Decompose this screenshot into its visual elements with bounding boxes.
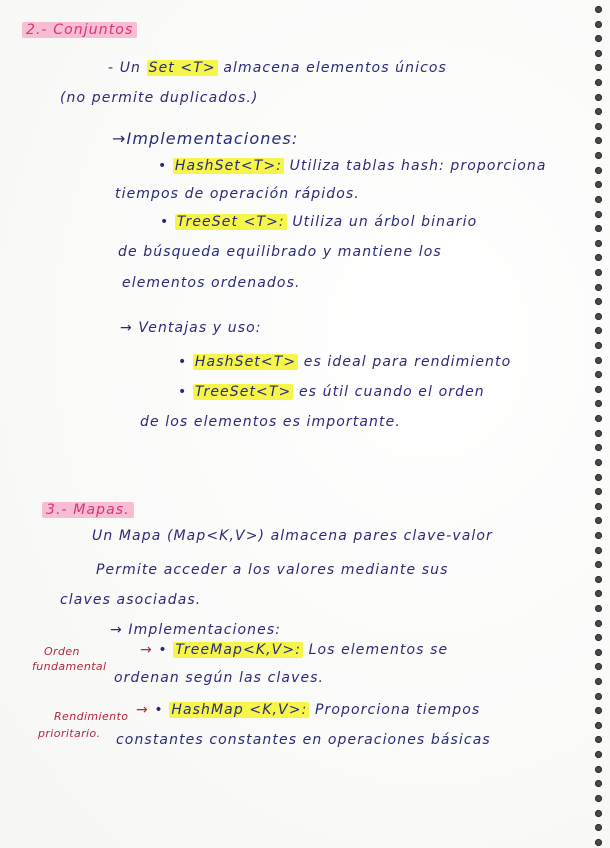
binding-hole <box>595 751 602 758</box>
binding-hole <box>595 605 602 612</box>
treeset-adv-highlight: TreeSet<T> <box>194 384 292 400</box>
binding-hole <box>595 357 602 364</box>
map-line-1: Un Mapa (Map<K,V>) almacena pares clave-valor <box>92 528 493 544</box>
binding-hole <box>595 386 602 393</box>
binding-hole <box>595 707 602 714</box>
binding-hole <box>595 517 602 524</box>
binding-hole <box>595 824 602 831</box>
hashmap-line-1: → • HashMap <K,V>: Proporciona tiempos <box>136 702 481 718</box>
note-orden: Orden <box>44 645 80 658</box>
treeset-line-1: • TreeSet <T>: Utiliza un árbol binario <box>160 214 478 230</box>
binding-hole <box>595 327 602 334</box>
binding-hole <box>595 444 602 451</box>
hashset-highlight: HashSet<T>: <box>174 158 283 174</box>
binding-hole <box>595 284 602 291</box>
set-intro-line-2: (no permite duplicados.) <box>60 90 259 106</box>
hashmap-line-2: constantes constantes en operaciones básicas <box>116 732 491 748</box>
implementations-heading: →Implementaciones: <box>112 129 299 148</box>
binding-hole <box>595 810 602 817</box>
advantages-heading: → Ventajas y uso: <box>120 320 262 336</box>
section-2-heading: 2.- Conjuntos <box>22 22 137 38</box>
binding-hole <box>595 342 602 349</box>
binding-hole <box>595 590 602 597</box>
hashset-adv-highlight: HashSet<T> <box>194 354 297 370</box>
binding-hole <box>595 634 602 641</box>
spiral-binding <box>590 6 606 846</box>
binding-hole <box>595 503 602 510</box>
binding-hole <box>595 663 602 670</box>
binding-hole <box>595 795 602 802</box>
advantage-2: • TreeSet<T> es útil cuando el orden <box>178 384 485 400</box>
binding-hole <box>595 196 602 203</box>
binding-hole <box>595 736 602 743</box>
binding-hole <box>595 766 602 773</box>
binding-hole <box>595 240 602 247</box>
binding-hole <box>595 488 602 495</box>
map-line-3: claves asociadas. <box>60 592 202 608</box>
binding-hole <box>595 459 602 466</box>
binding-hole <box>595 79 602 86</box>
binding-hole <box>595 474 602 481</box>
set-intro-line-1: - Un Set <T> almacena elementos únicos <box>108 60 447 76</box>
map-line-2: Permite acceder a los valores mediante sus <box>96 562 449 578</box>
binding-hole <box>595 152 602 159</box>
binding-hole <box>595 722 602 729</box>
binding-hole <box>595 839 602 846</box>
binding-hole <box>595 400 602 407</box>
note-fundamental: fundamental <box>32 660 107 673</box>
advantage-2-line-2: de los elementos es importante. <box>140 414 401 430</box>
treeset-line-2: de búsqueda equilibrado y mantiene los <box>118 244 442 260</box>
treeset-line-3: elementos ordenados. <box>122 275 301 291</box>
binding-hole <box>595 137 602 144</box>
binding-hole <box>595 50 602 57</box>
binding-hole <box>595 313 602 320</box>
binding-hole <box>595 181 602 188</box>
binding-hole <box>595 254 602 261</box>
binding-hole <box>595 547 602 554</box>
treemap-line-2: ordenan según las claves. <box>114 670 325 686</box>
binding-hole <box>595 780 602 787</box>
binding-hole <box>595 415 602 422</box>
binding-hole <box>595 371 602 378</box>
treemap-line-1: → • TreeMap<K,V>: Los elementos se <box>140 642 449 658</box>
set-highlight: Set <T> <box>148 60 216 76</box>
binding-hole <box>595 693 602 700</box>
hashset-line-1: • HashSet<T>: Utiliza tablas hash: proporciona <box>158 158 547 174</box>
treeset-highlight: TreeSet <T>: <box>176 214 285 230</box>
advantage-1: • HashSet<T> es ideal para rendimiento <box>178 354 512 370</box>
map-implementations-heading: → Implementaciones: <box>110 622 282 638</box>
hashset-line-2: tiempos de operación rápidos. <box>115 186 360 202</box>
binding-hole <box>595 298 602 305</box>
binding-hole <box>595 532 602 539</box>
section-3-heading: 3.- Mapas. <box>42 502 134 518</box>
binding-hole <box>595 167 602 174</box>
note-rendimiento: Rendimiento <box>54 710 129 723</box>
binding-hole <box>595 649 602 656</box>
binding-hole <box>595 35 602 42</box>
binding-hole <box>595 108 602 115</box>
treemap-highlight: TreeMap<K,V>: <box>175 642 302 658</box>
binding-hole <box>595 225 602 232</box>
binding-hole <box>595 561 602 568</box>
binding-hole <box>595 21 602 28</box>
binding-hole <box>595 123 602 130</box>
binding-hole <box>595 678 602 685</box>
note-prioritario: prioritario. <box>38 727 101 740</box>
binding-hole <box>595 6 602 13</box>
binding-hole <box>595 211 602 218</box>
binding-hole <box>595 269 602 276</box>
binding-hole <box>595 430 602 437</box>
binding-hole <box>595 576 602 583</box>
binding-hole <box>595 620 602 627</box>
binding-hole <box>595 64 602 71</box>
hashmap-highlight: HashMap <K,V>: <box>171 702 308 718</box>
binding-hole <box>595 94 602 101</box>
